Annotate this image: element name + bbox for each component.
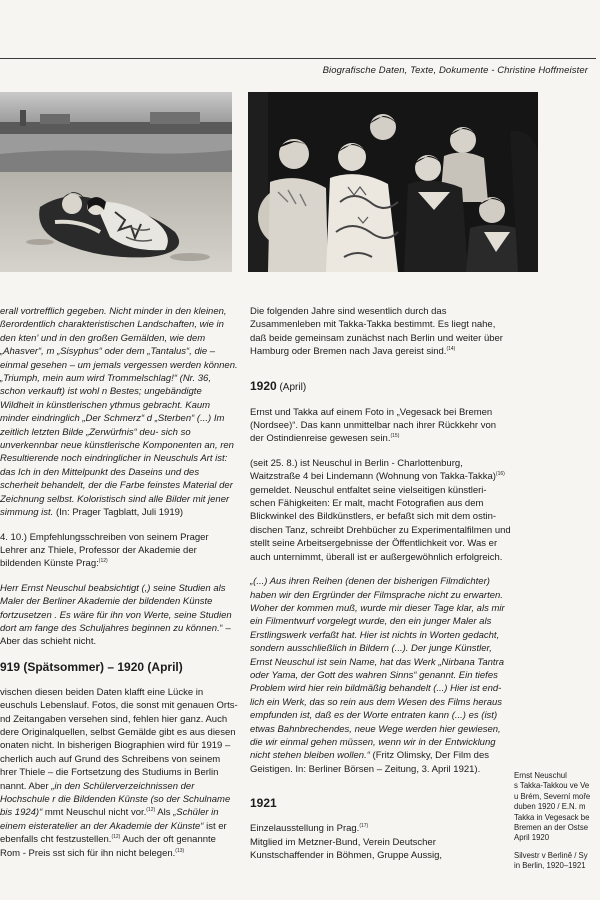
running-header bbox=[0, 58, 596, 83]
caption-line: duben 1920 / E.N. m bbox=[514, 802, 586, 812]
body-paragraph: 4. 10.) Empfehlungsschreiben von seinem Prager Lehrer anz Thiele, Professor der Akademie der bildenden Künste Prag:$^{(12)}$ bbox=[0, 531, 209, 570]
left-text-column bbox=[0, 305, 238, 871]
body-paragraph: Ernst und Takka auf einem Foto in „Vegesack bei Bremen (Nordsee)“. Das kann unmittelbar nach ihrer Rückkehr von der Ostindienreise gewesen sein.$^{(15)}$ bbox=[250, 406, 497, 445]
caption-line: Takka in Vegesack be bbox=[514, 812, 590, 822]
caption-line: s Takka-Takkou ve Ve bbox=[514, 781, 590, 791]
photo-beach-couple bbox=[0, 92, 232, 272]
date-heading: 919 (Spätsommer) – 1920 (April) bbox=[0, 659, 183, 674]
right-text-column bbox=[250, 305, 512, 862]
photo-caption bbox=[514, 771, 600, 872]
body-paragraph: Die folgenden Jahre sind wesentlich durch das Zusammenleben mit Takka-Takka bestimmt. Es liegt nahe, daß beide gemeinsam zunächst nach Berlin und weiter über Hamburg oder Bremen nach Java gereist sind.$^{(14)}$ bbox=[250, 306, 503, 358]
caption-line: Silvestr v Berlině / Sy bbox=[514, 850, 588, 860]
body-paragraph: vischen diesen beiden Daten klafft eine Lücke in euschuls Lebenslauf. Fotos, die sonst mit genauen Orts- nd Zeitangaben versehen sind, fehlen hier ganz. Auch dere Originalquellen, selbst Gemälde gibt es aus diesen onaten nicht. In bisherigen Biographien wird für 1919 – cherlich auch auf Grund des Schreibens von seinem hrer Thiele – die Fortsetzung des Studiums in Berlin nannt. Aber „in den Schülerverzeichnissen der Hochschule r die Bildenden Künste (so der Schulname bis 1924)“ mmt Neuschul nicht vor.$^{(12)}$ Als „Schüler in einem eisteratelier an der Akademie der Künste“ ist er ebenfalls cht festzustellen.$^{(12)}$ Auch der oft genannte Rom - Preis sst sich für ihn nicht belegen.$^{(13)}$ bbox=[0, 686, 238, 859]
caption-line: Ernst Neuschul bbox=[514, 771, 567, 780]
caption-line: Bremen an der Ostse bbox=[514, 823, 589, 833]
body-paragraph: Mitglied im Metzner-Bund, Verein Deutscher Kunstschaffender in Böhmen, Gruppe Aussig, bbox=[250, 836, 443, 861]
date-heading: 1920 (April) bbox=[250, 378, 307, 393]
photo-group-new-year bbox=[248, 92, 538, 272]
body-paragraph: „(...) Aus ihren Reihen (denen der bisherigen Filmdichter) haben wir den Ergründer der Filmsprache nicht zu erwarten. Woher der kommen muß, wurde mir dieser Tage klar, als mir ein Filmentwurf vorgelegt wurde, den ein junger Maler als Erstlingswerk verfaßt hat. Hier ist nichts in Worten gedacht, sondern ausschließlich in Bildern (...). Der junge Künstler, Ernst Neuschul ist sein Name, hat das Werk „Nirbana Tantra oder Yama, der Gott des wahren Sinns“ genannt. Ein tiefes Problem wird hier rein bildmäßig behandelt (...) Hier ist end- lich ein Werk, das so rein aus dem Wesen des Films heraus empfunden ist, daß es der Worte entraten kann (...) es (ist) etwas Bahnbrechendes, neue Wege werden hier gewiesen, die wir einmal gehen müssen, wenn wir in der Entwicklung nicht stehen bleiben wollen.“ (Fritz Olimsky, Der Film des Geistigen. In: Berliner Börsen – Zeitung, 3. April 1921). bbox=[250, 576, 505, 775]
body-paragraph: Herr Ernst Neuschul beabsichtigt (,) seine Studien als Maler der Berliner Akademie der bildenden Künste fortzusetzen . Es wäre für ihn von Werte, seine Studien dort am fange des Schuljahres beginnen zu können.“ – Aber das schieht nicht. bbox=[0, 582, 232, 648]
caption-line: u Brém, Severní moře bbox=[514, 791, 591, 801]
body-paragraph: Einzelausstellung in Prag.$^{(17)}$ bbox=[250, 823, 369, 835]
date-heading: 1921 bbox=[250, 796, 277, 811]
caption-line: April 1920 bbox=[514, 833, 550, 843]
body-paragraph: erall vortrefflich gegeben. Nicht minder in den kleinen, ßerordentlich charakteristischen Landschaften, wie in den kten' und in den großen Gemälden, wie dem „Ahasver“, m „Sisyphus“ oder dem „Tantalus“, die – einmal gesehen – um jemals vergessen werden können. „Triumph, mein aum wird Trommelschlag!“ (Nr. 36, schon verkauft) ist wohl n Bestes; ungebändigte Wildheit in künstlerischen ythmus gebracht. Kaum minder eindringlich „Der Schmerz“ d „Sterben“ (...) Im zeitlich letzten Bilde „Zerwürfnis“ deu- sich so unverkennbar neue künstlerische Komponenten an, ren Resultierende noch eindringlicher in Neuschuls Art ist: das Ich in den Mittelpunkt des Daseins und des scherheit behandelt, der die Farbe feinstes Material der Zeichnung selbst. Koloristisch sind alle Bilder mit jener simmung ist. (In: Prager Tagblatt, Juli 1919) bbox=[0, 306, 238, 519]
running-title: Biografische Daten, Texte, Dokumente - Christine Hoffmeister bbox=[322, 65, 588, 76]
caption-line: in Berlin, 1920–1921 bbox=[514, 861, 586, 871]
body-paragraph: (seit 25. 8.) ist Neuschul in Berlin - Charlottenburg, Waitzstraße 4 bei Lindemann (Wohnung von Takka-Takka)$^{(16)}$ gemeldet. Neuschul entfaltet seine vielseitigen künstleri- schen Fähigkeiten: Er malt, macht Fotografien aus dem Blickwinkel des Bildkünstlers, er befaßt sich mit dem ostin- dischen Tanz, schreibt Drehbücher zu Experimentalfilmen und stellt seine Arbeitsergebnisse der Öffentlichkeit vor. Was er auch unternimmt, überall ist er außergewöhnlich erfolgreich. bbox=[250, 457, 511, 563]
